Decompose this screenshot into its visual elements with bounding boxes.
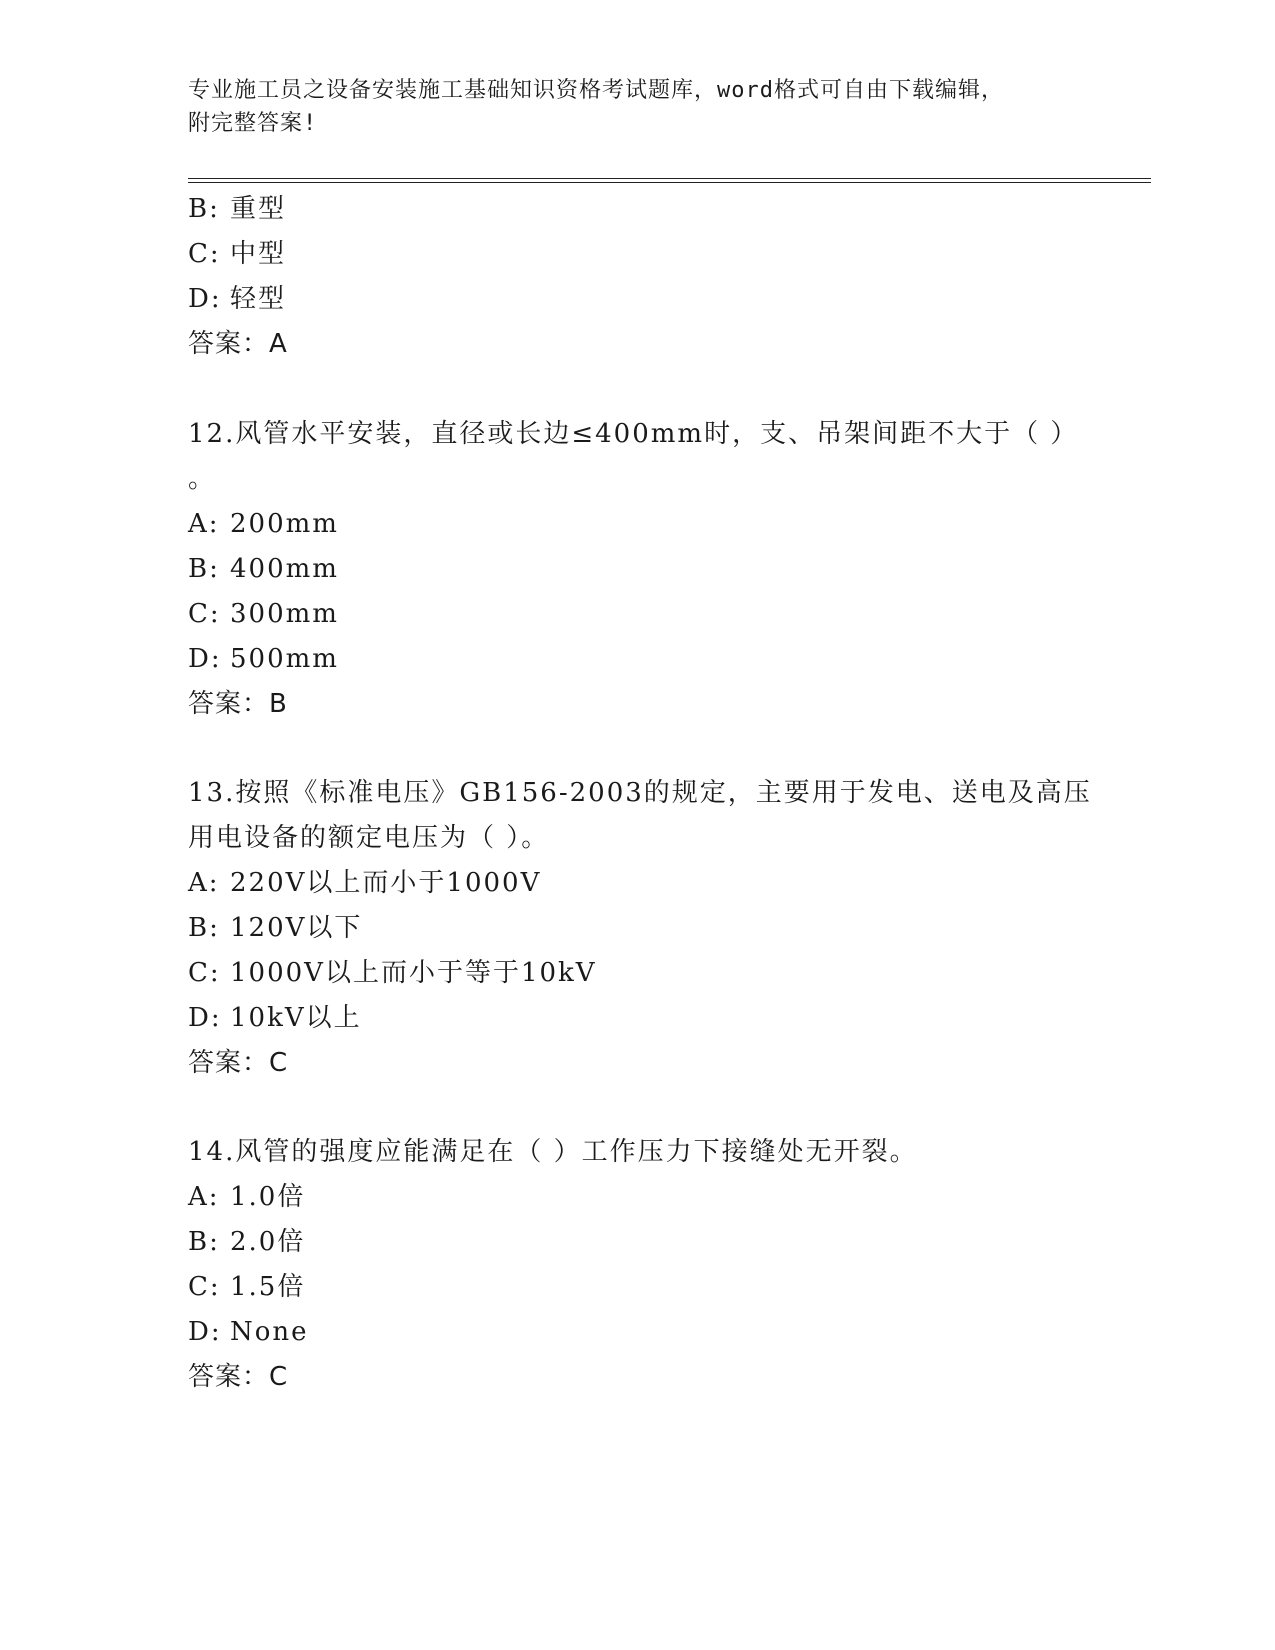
option-label: A: — [188, 868, 220, 898]
option-text: 2.0倍 — [230, 1227, 306, 1257]
q14-option-d — [188, 1315, 309, 1349]
q14-option-c — [188, 1270, 305, 1304]
option-label: D: — [188, 1003, 222, 1033]
document-header — [188, 74, 1088, 140]
option-label: B: — [188, 194, 220, 224]
option-text: 200mm — [230, 509, 339, 539]
header-title-line-1: 专业施工员之设备安装施工基础知识资格考试题库，word格式可自由下载编辑， — [188, 78, 1004, 103]
q14-option-a — [188, 1180, 305, 1214]
option-label: A: — [188, 509, 220, 539]
option-label: C: — [188, 958, 221, 988]
q13-stem-line-2: 用电设备的额定电压为（ ）。 — [188, 823, 550, 853]
option-label: C: — [188, 599, 221, 629]
q13-option-d — [188, 1001, 362, 1035]
q12-option-b — [188, 552, 339, 586]
q14-answer: 答案：C — [188, 1362, 289, 1392]
option-label: B: — [188, 1227, 220, 1257]
option-text: 中型 — [230, 239, 287, 269]
header-divider-top — [188, 178, 1151, 179]
q14-stem-line-1: 14.风管的强度应能满足在（ ）工作压力下接缝处无开裂。 — [188, 1137, 918, 1167]
q12-answer: 答案：B — [188, 689, 288, 719]
option-label: B: — [188, 913, 220, 943]
header-title-line-2: 附完整答案! — [188, 111, 318, 136]
q11-answer: 答案：A — [188, 329, 288, 359]
q11-option-c — [188, 237, 286, 271]
q11-option-d — [188, 282, 286, 316]
option-text: 1000V以上而小于等于10kV — [230, 958, 597, 988]
option-label: C: — [188, 239, 221, 269]
q12-option-d — [188, 642, 339, 676]
option-text: 400mm — [230, 554, 339, 584]
q13-option-a — [188, 866, 541, 900]
q13-option-c — [188, 956, 597, 990]
q12-stem-line-2: 。 — [188, 464, 217, 494]
option-label: A: — [188, 1182, 220, 1212]
q11-option-b — [188, 192, 286, 226]
option-text: 120V以下 — [230, 913, 363, 943]
option-text: 轻型 — [230, 284, 287, 314]
q13-option-b — [188, 911, 362, 945]
q14-option-b — [188, 1225, 305, 1259]
option-label: D: — [188, 1317, 222, 1347]
option-text: 1.5倍 — [230, 1272, 306, 1302]
option-label: D: — [188, 644, 222, 674]
option-label: D: — [188, 284, 222, 314]
q12-option-c — [188, 597, 339, 631]
option-text: 220V以上而小于1000V — [230, 868, 542, 898]
q12-option-a — [188, 507, 339, 541]
option-label: B: — [188, 554, 220, 584]
option-text: 10kV以上 — [230, 1003, 362, 1033]
option-text: 1.0倍 — [230, 1182, 306, 1212]
q13-answer: 答案：C — [188, 1048, 289, 1078]
option-text: 300mm — [230, 599, 339, 629]
q12-stem-line-1: 12.风管水平安装，直径或长边≤400mm时，支、吊架间距不大于（ ） — [188, 419, 1079, 449]
q13-stem-line-1: 13.按照《标准电压》GB156-2003的规定，主要用于发电、送电及高压 — [188, 778, 1092, 808]
option-text: None — [230, 1317, 309, 1347]
header-divider-bottom — [188, 182, 1151, 183]
option-text: 重型 — [230, 194, 287, 224]
option-text: 500mm — [230, 644, 339, 674]
option-label: C: — [188, 1272, 221, 1302]
